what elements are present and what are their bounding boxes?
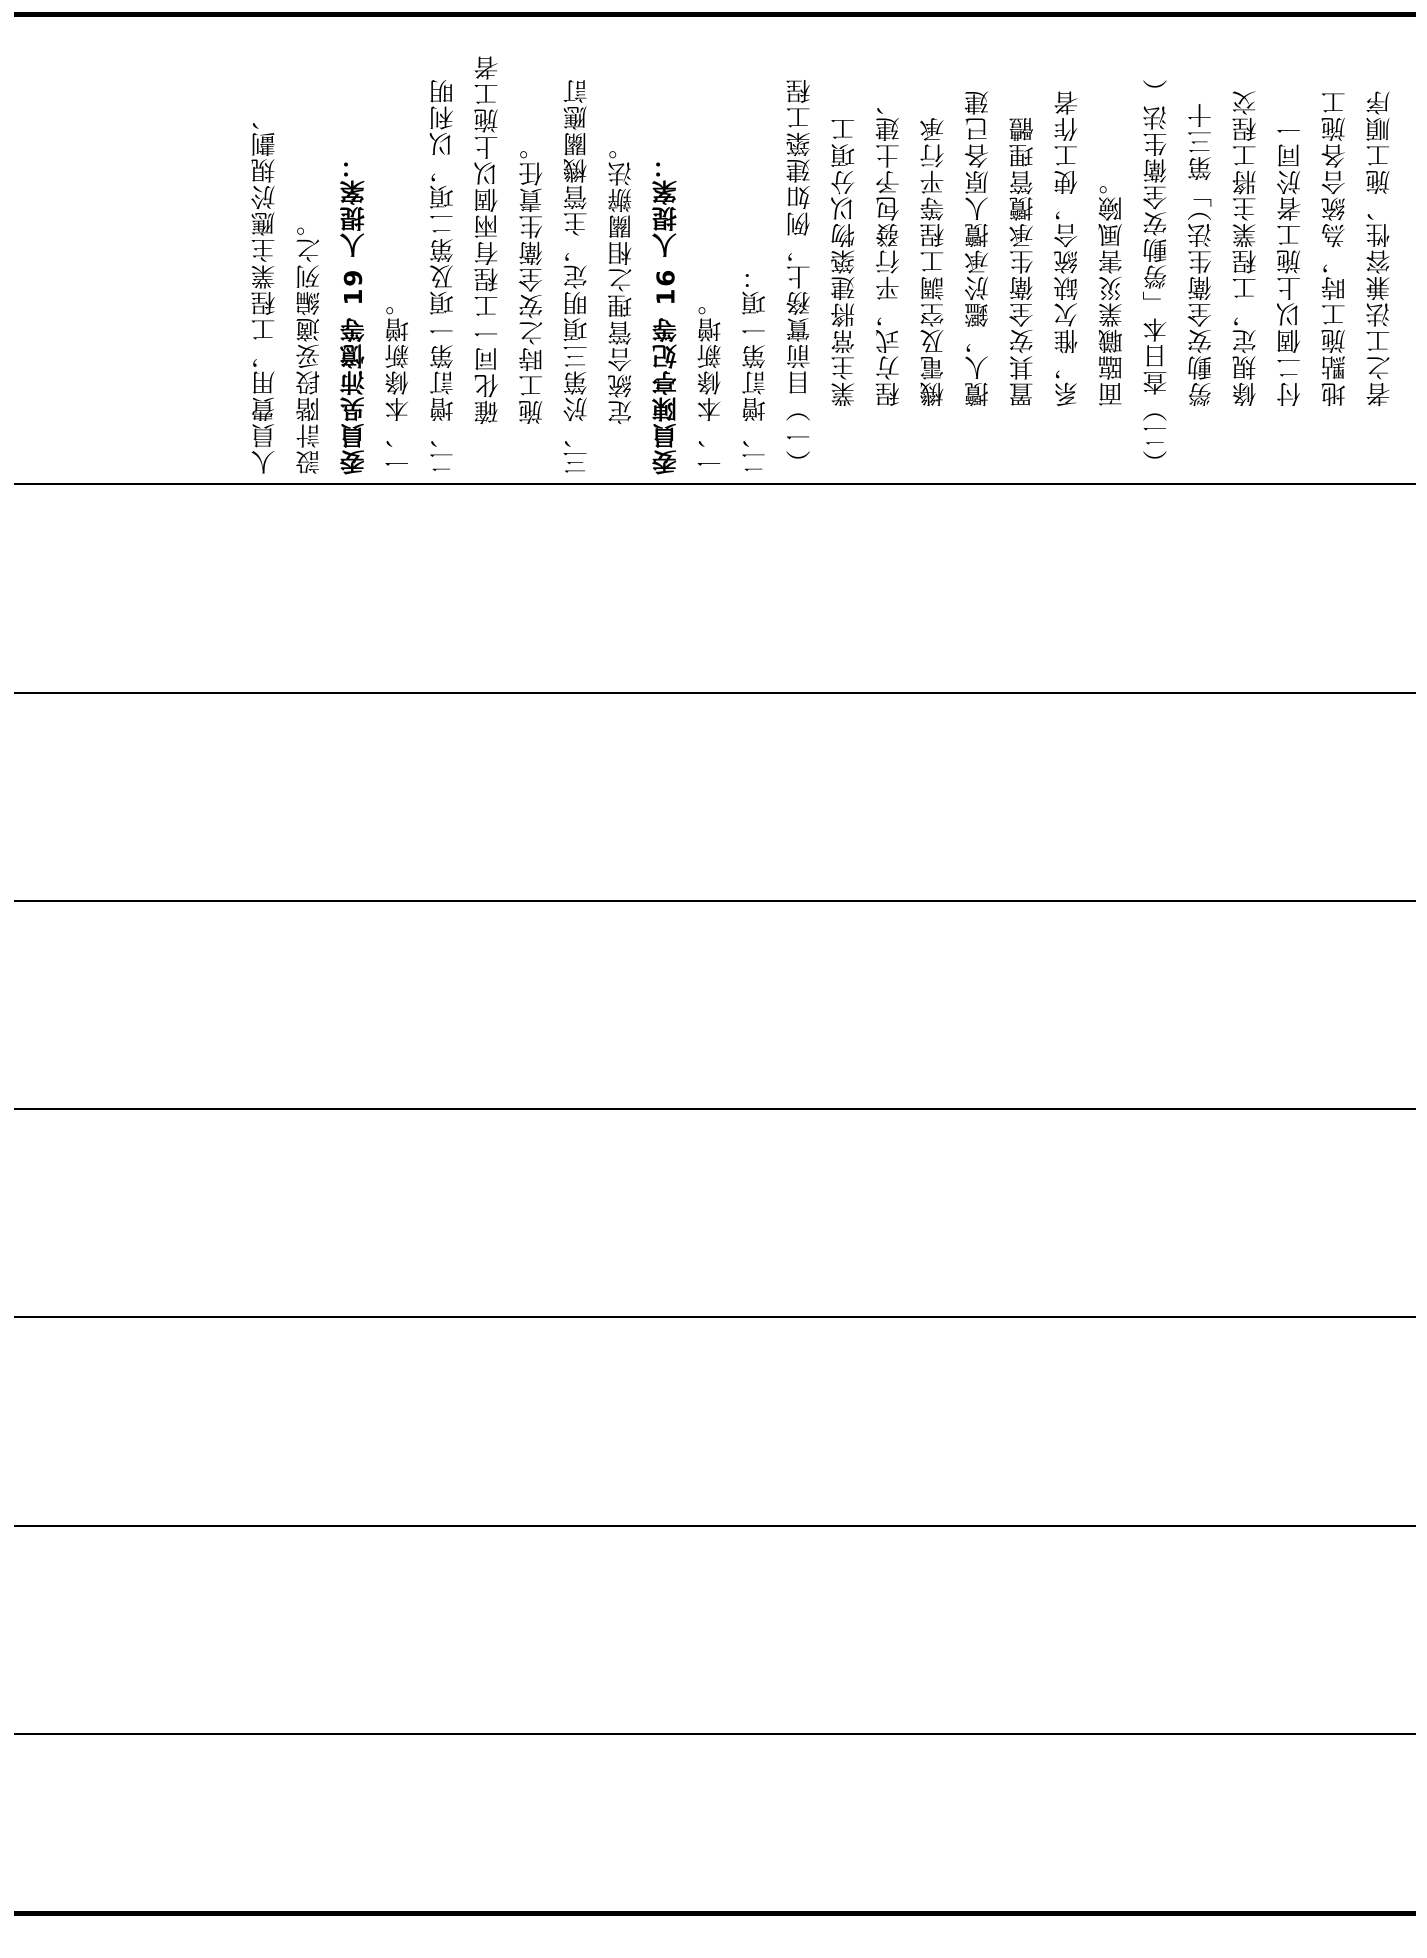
text-line: 設計階段妥適編列之。 [294, 210, 324, 475]
text-line: 者之工法兼容性、施工順序 [1364, 89, 1394, 407]
table-row-empty [14, 902, 1416, 1109]
text-line: 定統合管理之相關辦法。 [606, 133, 636, 425]
proposal-heading: 委員陳亭妃等 16 人提案： [650, 151, 680, 475]
text-line: 一、本條新增。 [383, 289, 413, 475]
explanation-text [243, 25, 1402, 475]
text-line: 程方式，平行發包予土建、 [873, 89, 903, 407]
table-bottom-border [14, 1911, 1416, 1916]
text-line: 二、增訂第一項： [740, 263, 770, 475]
table-row-empty [14, 1527, 1416, 1734]
text-line: （一）目前實務上，例如建築工程 [784, 77, 814, 475]
table-row-empty [14, 1735, 1416, 1911]
text-line: 置其安全衛生承攬管理體 [1007, 115, 1037, 407]
table-row-empty [14, 1318, 1416, 1525]
text-line: 條規定，工程業主將工程交 [1230, 89, 1260, 407]
text-line: 地點施工時，為統合各施工 [1319, 89, 1349, 407]
table-row-empty [14, 1110, 1416, 1317]
text-line: 業主常將建築物以分項工 [829, 115, 859, 407]
text-line: 付二個以上施工者於同一 [1275, 115, 1305, 407]
document-table [14, 12, 1416, 1917]
text-line: 二、增訂第一項及第二項，以利明 [427, 77, 457, 475]
text-line: （二）查日本「勞動安全衛生法（ [1141, 77, 1171, 475]
table-row-empty [14, 485, 1416, 693]
text-line: 面臨職業災害風險。 [1096, 168, 1126, 407]
text-line: 機電及空調工程等平行承 [918, 115, 948, 407]
text-line: 系，惟欠缺統合，使工作者 [1052, 89, 1082, 407]
table-row-empty [14, 694, 1416, 900]
proposal-heading: 委員吳沛憶等 19 人提案： [338, 151, 368, 475]
text-line: 三、於第三項明定，主管機關應訂 [561, 77, 591, 475]
text-line: 一、本條新增。 [695, 289, 725, 475]
text-line: 確化同一工程有兩個以上施工者 [472, 54, 502, 425]
text-line: 攬人，鑑於承攬人原各已建 [963, 89, 993, 407]
text-line: 人員費用，工程業主應於規劃、 [249, 104, 279, 475]
text-line: 勞動安全衛生法）」第三十 [1186, 101, 1216, 407]
text-line: 施工時之安全衛生責任。 [517, 133, 547, 425]
table-row-explanation [14, 17, 1416, 483]
